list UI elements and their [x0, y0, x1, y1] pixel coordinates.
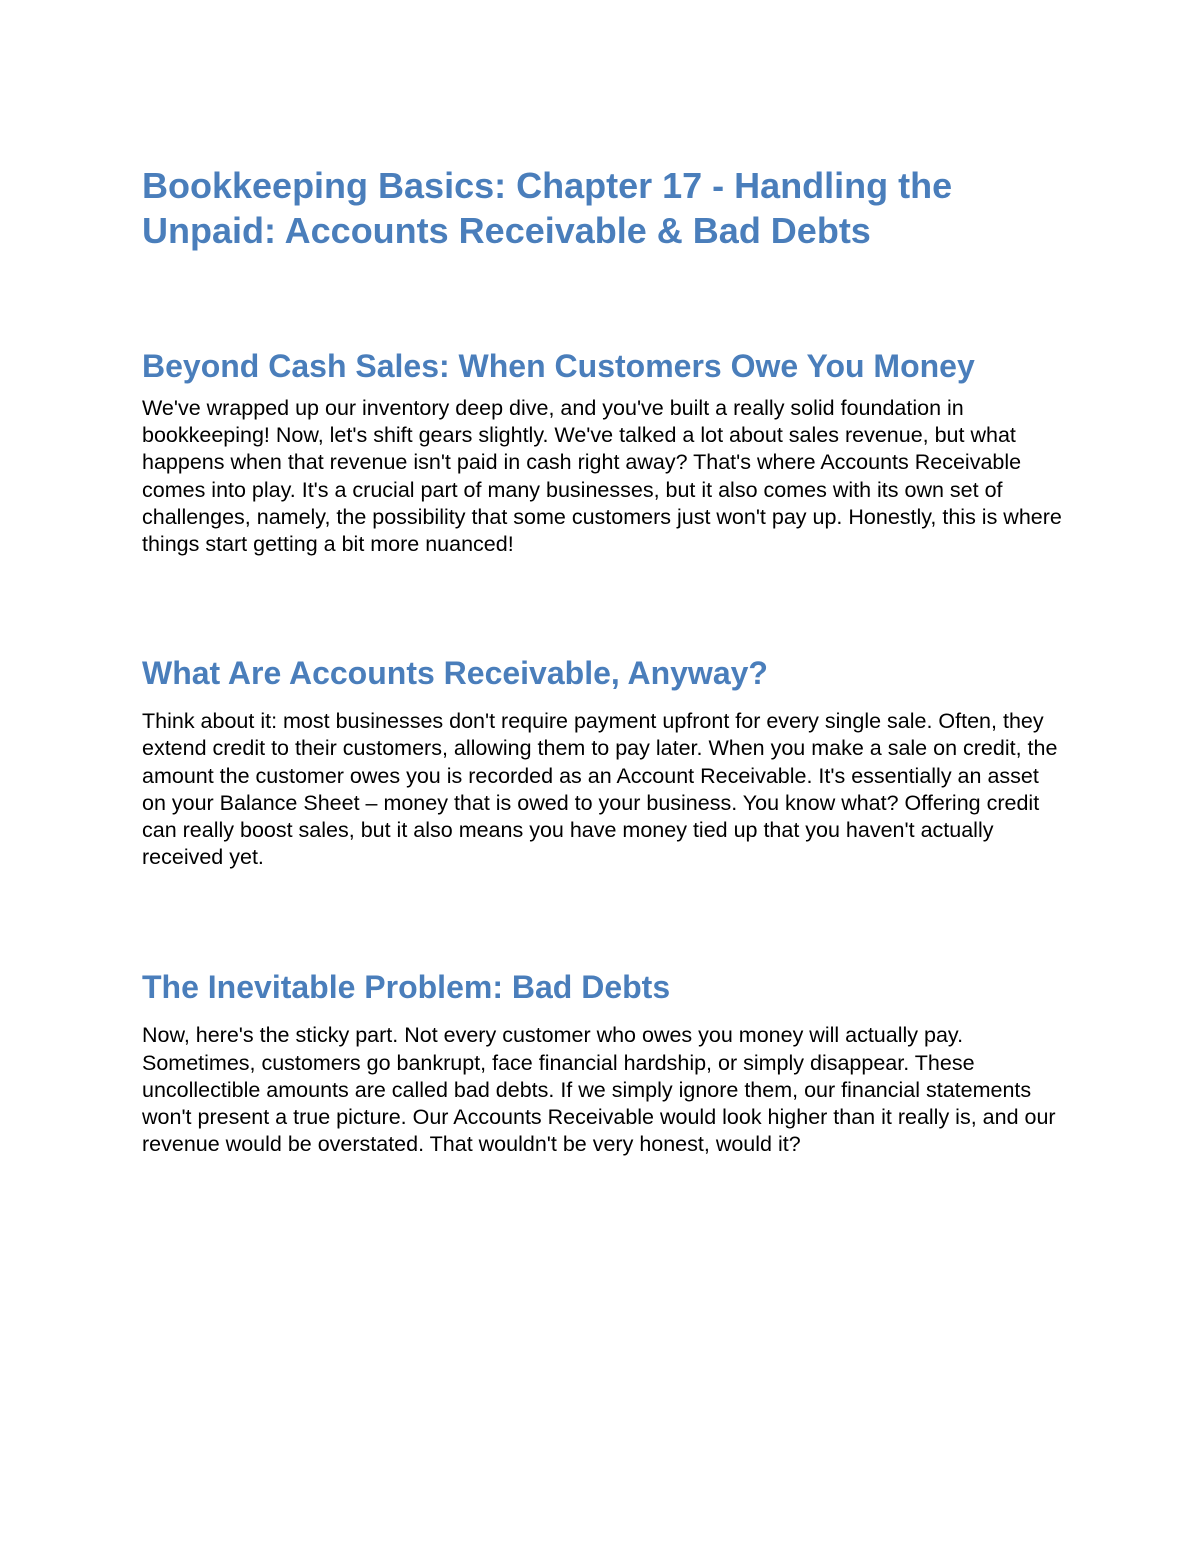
- section-beyond-cash-sales: [142, 345, 1067, 558]
- section-heading: What Are Accounts Receivable, Anyway?: [142, 655, 768, 692]
- section-heading: Beyond Cash Sales: When Customers Owe You Money: [142, 348, 975, 384]
- section-heading: The Inevitable Problem: Bad Debts: [142, 969, 671, 1006]
- section-paragraph: Think about it: most businesses don't require payment upfront for every single sale. Often, they extend credit to their customers, allowing them to pay later. When you make a sale on credit, the amount the customer owes you is recorded as an Account Receivable. It's essentially an asset on your Balance Sheet – money that is owed to your business. You know what? Offering credit can really boost sales, but it also means you have money tied up that you haven't actually received yet.: [142, 709, 1058, 870]
- document-content: [142, 163, 1067, 1158]
- section-what-are-accounts-receivable: [142, 652, 1067, 871]
- section-paragraph: We've wrapped up our inventory deep dive, and you've built a really solid foundation in bookkeeping! Now, let's shift gears slightly. We've talked a lot about sales revenue, but what happens when that revenue isn't paid in cash right away? That's where Accounts Receivable comes into play. It's a crucial part of many businesses, but it also comes with its own set of challenges, namely, the possibility that some customers just won't pay up. Honestly, this is where things start getting a bit more nuanced!: [142, 396, 1062, 557]
- section-bad-debts: [142, 966, 1067, 1158]
- document-title: Bookkeeping Basics: Chapter 17 - Handling the Unpaid: Accounts Receivable & Bad Debts: [142, 165, 953, 251]
- section-paragraph: Now, here's the sticky part. Not every customer who owes you money will actually pay. Sometimes, customers go bankrupt, face financial hardship, or simply disappear. These uncollectible amounts are called bad debts. If we simply ignore them, our financial statements won't present a true picture. Our Accounts Receivable would look higher than it really is, and our revenue would be overstated. That wouldn't be very honest, would it?: [142, 1023, 1056, 1157]
